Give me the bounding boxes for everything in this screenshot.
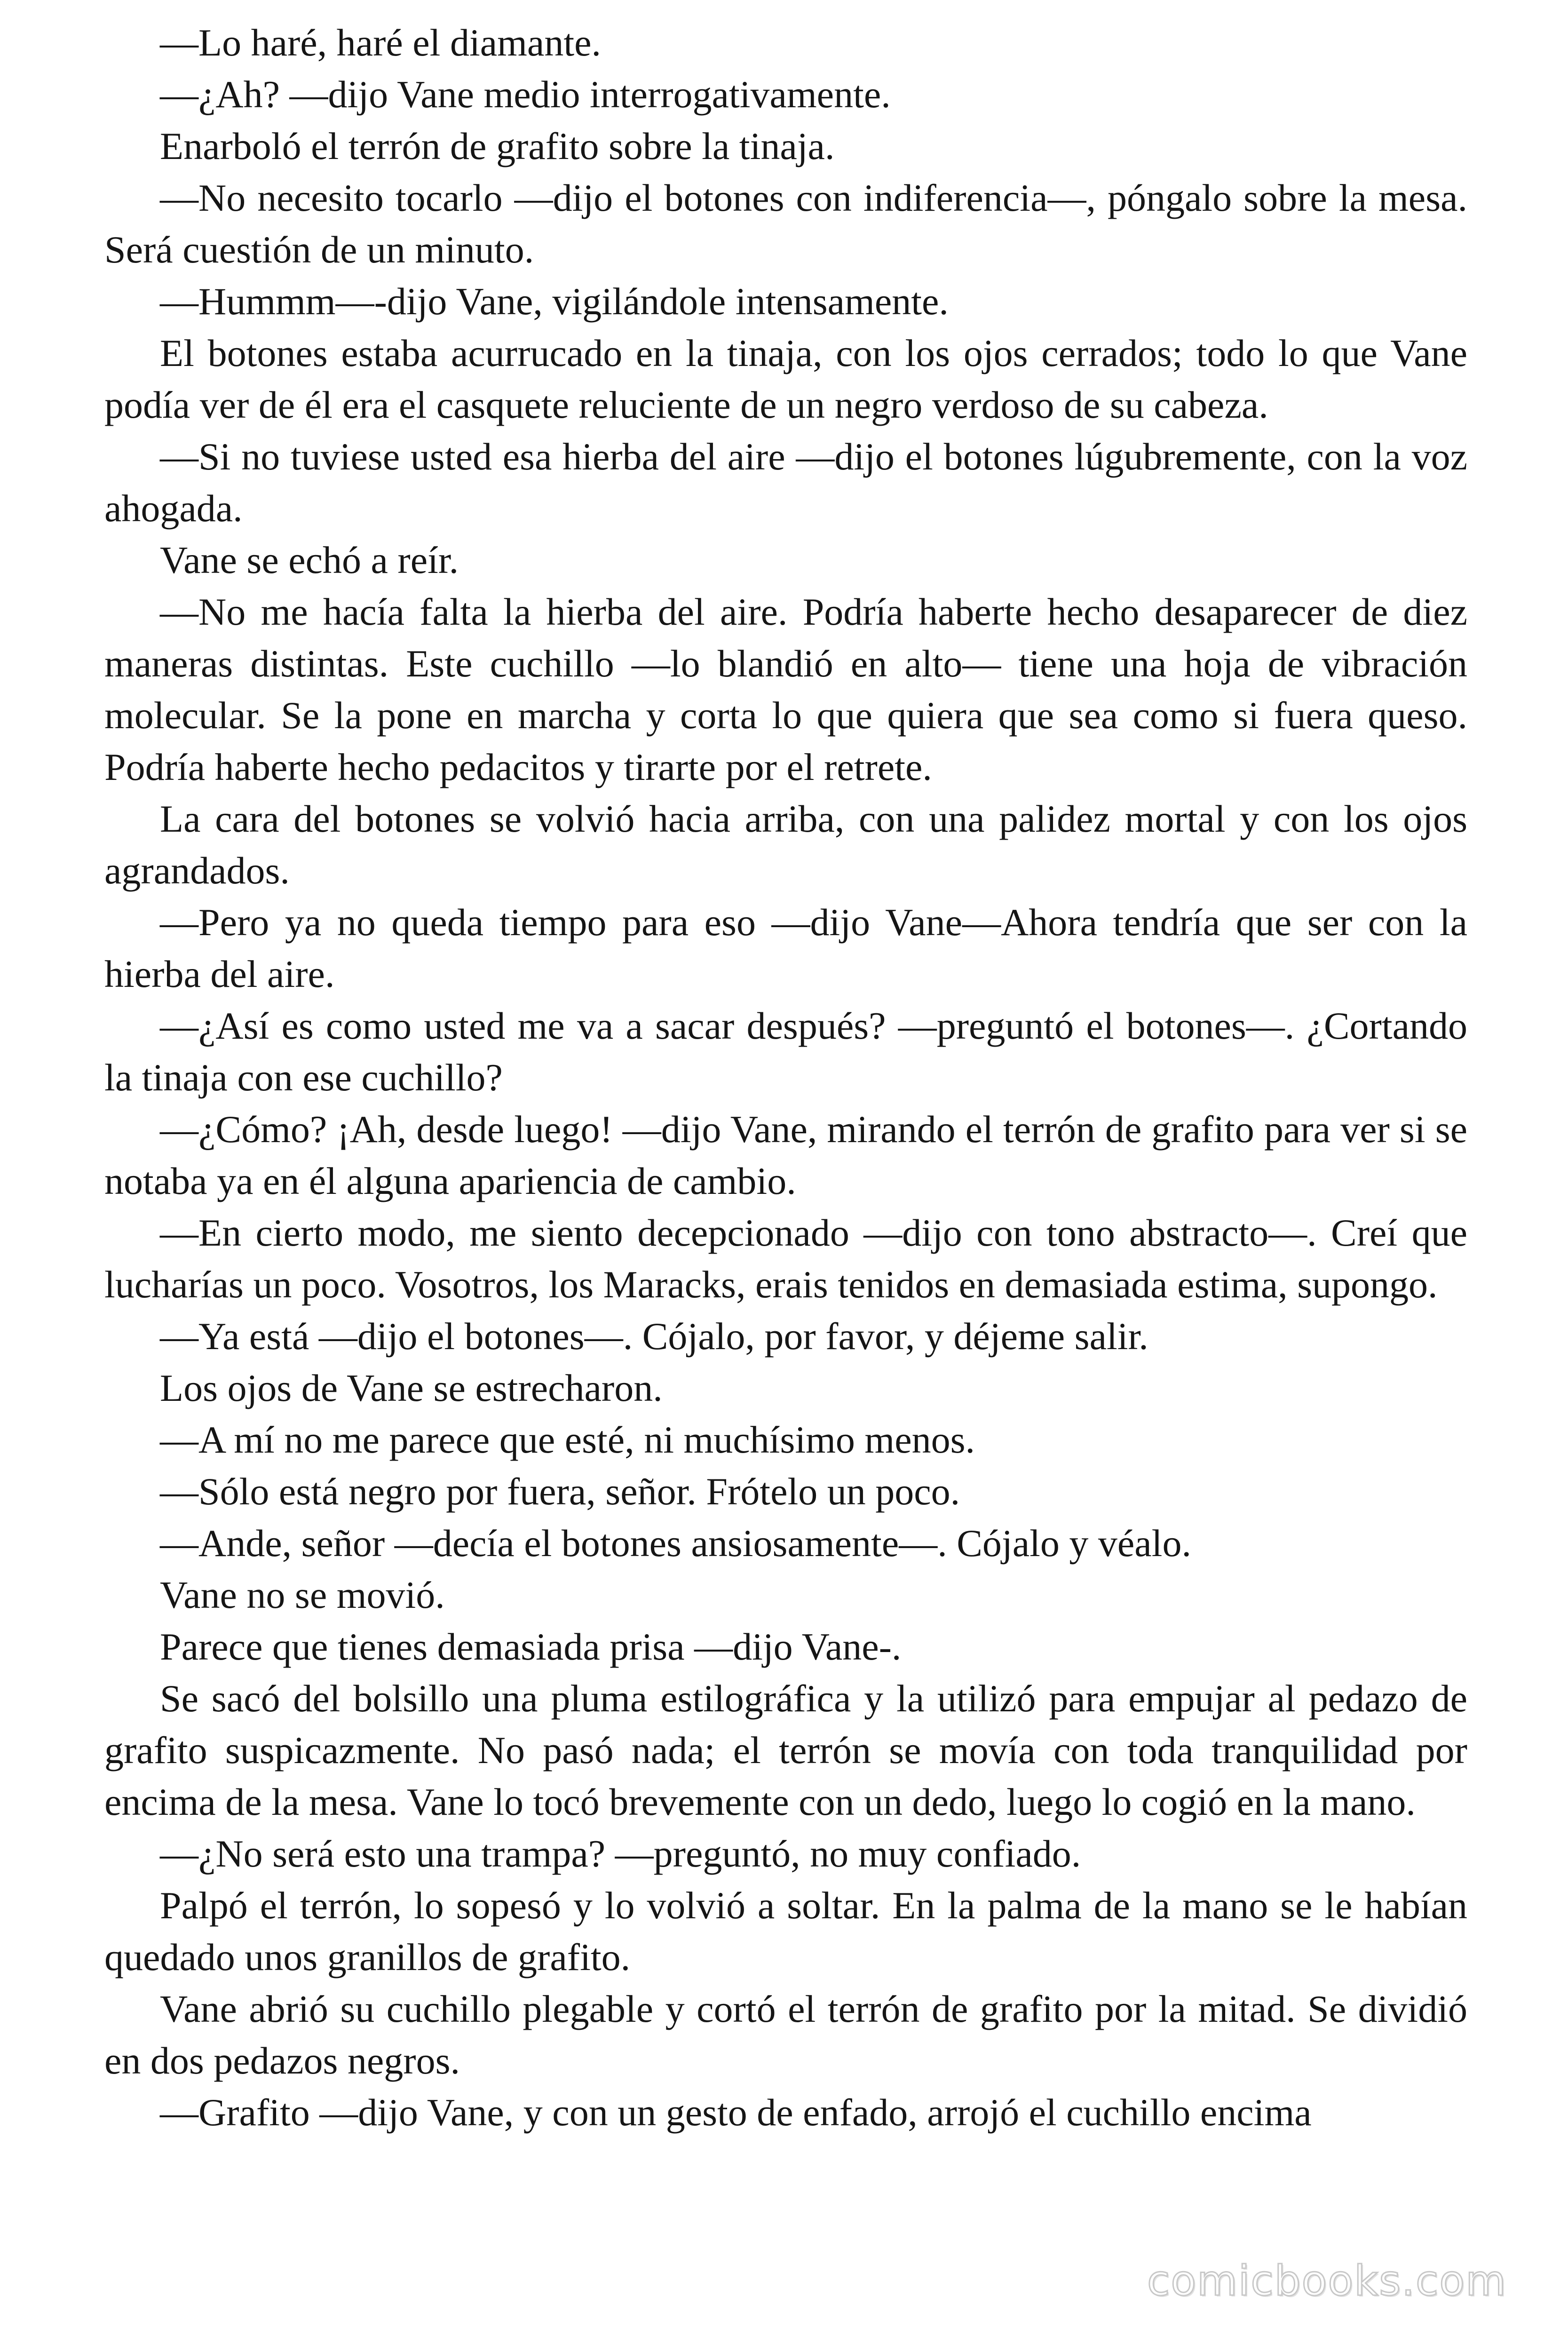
paragraph: —¿Ah? —dijo Vane medio interrogativamente. <box>160 73 891 116</box>
paragraph: —No necesito tocarlo —dijo el botones con indiferencia—, póngalo sobre la mesa. Será cuestión de un minuto. <box>104 176 1467 271</box>
paragraph: Se sacó del bolsillo una pluma estilográfica y la utilizó para empujar al pedazo de grafito suspicazmente. No pasó nada; el terrón se movía con toda tranquilidad por encima de la mesa. Vane lo tocó brevemente con un dedo, luego lo cogió en la mano. <box>104 1677 1467 1823</box>
paragraph: Los ojos de Vane se estrecharon. <box>160 1367 663 1409</box>
paragraph: El botones estaba acurrucado en la tinaja, con los ojos cerrados; todo lo que Vane podía ver de él era el casquete reluciente de un negro verdoso de su cabeza. <box>104 332 1467 426</box>
paragraph: Vane se echó a reír. <box>160 539 459 581</box>
paragraph: Parece que tienes demasiada prisa —dijo Vane-. <box>160 1625 902 1668</box>
paragraph: —Ande, señor —decía el botones ansiosamente—. Cójalo y véalo. <box>160 1522 1191 1565</box>
paragraph: —En cierto modo, me siento decepcionado —dijo con tono abstracto—. Creí que lucharías un poco. Vosotros, los Maracks, erais tenidos en demasiada estima, supongo. <box>104 1211 1467 1306</box>
paragraph: —No me hacía falta la hierba del aire. Podría haberte hecho desaparecer de diez maneras distintas. Este cuchillo —lo blandió en alto— tiene una hoja de vibración molecular. Se la pone en marcha y corta lo que quiera que sea como si fuera queso. Podría haberte hecho pedacitos y tirarte por el retrete. <box>104 590 1467 788</box>
paragraph: Vane no se movió. <box>160 1573 445 1616</box>
paragraph: —¿Cómo? ¡Ah, desde luego! —dijo Vane, mirando el terrón de grafito para ver si se notaba ya en él alguna apariencia de cambio. <box>104 1108 1467 1202</box>
body-text <box>104 17 1467 2138</box>
paragraph: —Lo haré, haré el diamante. <box>160 21 601 64</box>
paragraph: Vane abrió su cuchillo plegable y cortó el terrón de grafito por la mitad. Se dividió en dos pedazos negros. <box>104 1987 1467 2082</box>
paragraph: —¿Así es como usted me va a sacar después? —preguntó el botones—. ¿Cortando la tinaja con ese cuchillo? <box>104 1004 1467 1099</box>
paragraph: —Si no tuviese usted esa hierba del aire —dijo el botones lúgubremente, con la voz ahogada. <box>104 435 1467 530</box>
paragraph: —A mí no me parece que esté, ni muchísimo menos. <box>160 1418 975 1461</box>
paragraph: —Pero ya no queda tiempo para eso —dijo Vane—Ahora tendría que ser con la hierba del aire. <box>104 901 1467 995</box>
paragraph: —Grafito —dijo Vane, y con un gesto de enfado, arrojó el cuchillo encima <box>160 2091 1312 2134</box>
paragraph: —Hummm—-dijo Vane, vigilándole intensamente. <box>160 280 949 323</box>
paragraph: La cara del botones se volvió hacia arriba, con una palidez mortal y con los ojos agrandados. <box>104 797 1467 892</box>
paragraph: —¿No será esto una trampa? —preguntó, no muy confiado. <box>160 1832 1081 1875</box>
paragraph: —Sólo está negro por fuera, señor. Frótelo un poco. <box>160 1470 960 1513</box>
watermark: comicbooks.com <box>1147 2257 1507 2305</box>
paragraph: Palpó el terrón, lo sopesó y lo volvió a soltar. En la palma de la mano se le habían quedado unos granillos de grafito. <box>104 1884 1467 1979</box>
paragraph: Enarboló el terrón de grafito sobre la tinaja. <box>160 125 835 167</box>
paragraph: —Ya está —dijo el botones—. Cójalo, por favor, y déjeme salir. <box>160 1315 1148 1358</box>
